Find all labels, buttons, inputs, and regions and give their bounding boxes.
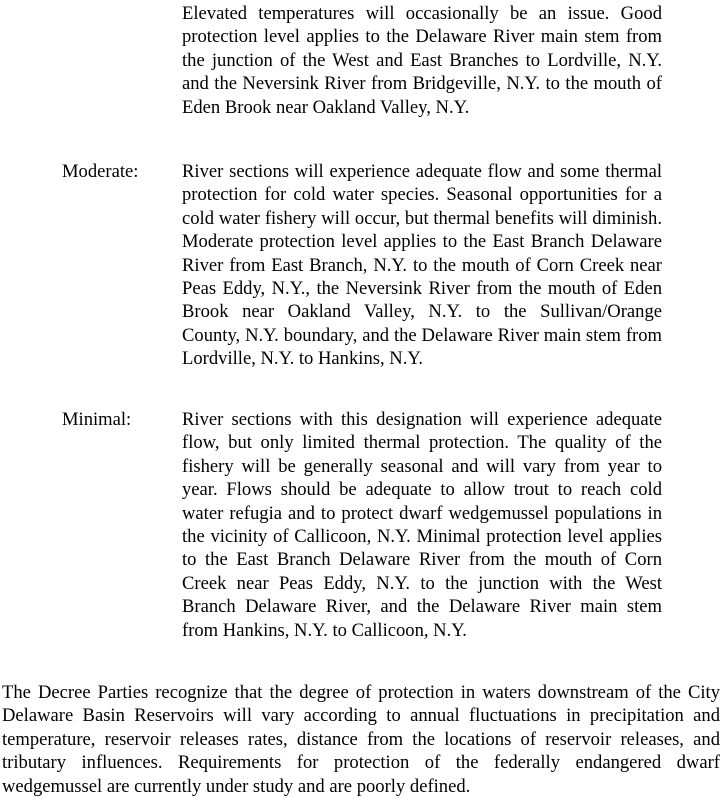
moderate-definition-paragraph: River sections will experience adequate flow and some thermal protection for cold water species. Seasonal opportunities for a cold water fishery will occur, but thermal benefits will diminish. Moderate protection level applies to the East Branch Delaware River from East Branch, N.Y. to the mouth of Corn Creek near Peas Eddy, N.Y., the Neversink River from the mouth of Eden Brook near Oakland Valley, N.Y. to the Sullivan/Orange County, N.Y. boundary, and the Delaware River main stem from Lordville, N.Y. to Hankins, N.Y.: [182, 161, 662, 370]
good-protection-paragraph: Elevated temperatures will occasionally be an issue. Good protection level applies to the Delaware River main stem from the junction of the West and East Branches to Lordville, N.Y. and the Neversink River from Bridgeville, N.Y. to the mouth of Eden Brook near Oakland Valley, N.Y.: [182, 3, 662, 118]
closing-paragraph: The Decree Parties recognize that the degree of protection in waters downstream of the City Delaware Basin Reservoirs will vary according to annual fluctuations in precipitation and temperature, reservoir releases rates, distance from the locations of reservoir releases, and tributary influences. Requirements for protection of the federally endangered dwarf wedgemussel are currently under study and are poorly defined.: [2, 682, 720, 797]
minimal-definition-paragraph: River sections with this designation will experience adequate flow, but only limited thermal protection. The quality of the fishery will be generally seasonal and will vary from year to year. Flows should be adequate to allow trout to reach cold water refugia and to protect dwarf wedgemussel populations in the vicinity of Callicoon, N.Y. Minimal protection level applies to the East Branch Delaware River from the mouth of Corn Creek near Peas Eddy, N.Y. to the junction with the West Branch Delaware River, and the Delaware River main stem from Hankins, N.Y. to Callicoon, N.Y.: [182, 409, 662, 641]
moderate-term-label: Moderate:: [62, 161, 139, 182]
minimal-term-label: Minimal:: [62, 409, 132, 430]
